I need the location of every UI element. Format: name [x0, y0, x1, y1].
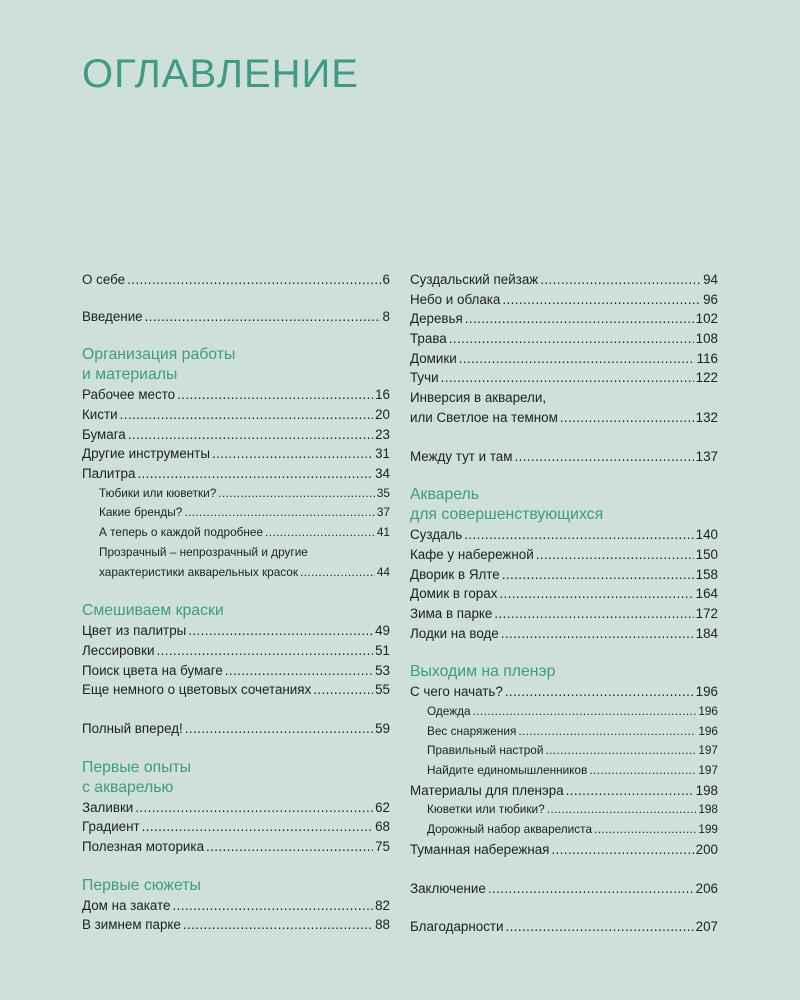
toc-leader: [473, 702, 697, 722]
toc-entry-page: 116: [696, 350, 718, 366]
toc-entry-title: Материалы для пленэра: [410, 782, 564, 798]
toc-entry-page: 108: [695, 331, 718, 347]
toc-subentry[interactable]: [410, 722, 718, 742]
toc-entry-page: 53: [375, 662, 390, 678]
toc-entry-page: 198: [698, 802, 718, 817]
section-heading: Первые опыты: [82, 758, 192, 776]
toc-entry[interactable]: [410, 624, 718, 644]
toc-entry[interactable]: [410, 584, 718, 604]
toc-entry[interactable]: [82, 798, 390, 818]
toc-leader: [206, 837, 373, 857]
toc-entry-page: 196: [698, 723, 718, 738]
toc-entry-page: 68: [375, 819, 390, 835]
toc-entry[interactable]: [82, 641, 390, 661]
toc-entry-title: Тюбики или кюветки?: [99, 485, 217, 500]
toc-entry-page: 49: [375, 623, 390, 639]
toc-entry-title: Небо и облака: [410, 291, 501, 307]
toc-entry[interactable]: [410, 290, 718, 310]
toc-entry-title: Деревья: [410, 311, 463, 327]
toc-entry[interactable]: [410, 840, 718, 860]
toc-leader: [441, 368, 694, 388]
section-heading: Смешиваем краски: [82, 602, 224, 620]
toc-entry-page: 23: [375, 426, 390, 442]
toc-entry-title: Еще немного о цветовых сочетаниях: [82, 682, 312, 698]
toc-entry-page: 184: [695, 625, 718, 641]
toc-entry[interactable]: [82, 896, 390, 916]
toc-leader: [518, 722, 696, 742]
toc-entry-title: Полезная моторика: [82, 839, 205, 855]
toc-leader: [183, 915, 373, 935]
toc-entry-page: 102: [695, 311, 718, 327]
toc-entry-title: Трава: [410, 331, 447, 347]
section-heading: Выходим на пленэр: [410, 663, 556, 681]
toc-entry[interactable]: [410, 349, 718, 369]
toc-leader: [185, 719, 373, 739]
toc-entry[interactable]: [82, 425, 390, 445]
toc-entry-page: 34: [375, 466, 390, 482]
toc-leader: [547, 800, 697, 820]
section-heading: и материалы: [82, 366, 178, 384]
toc-leader: [142, 817, 373, 837]
toc-entry-title: Заключение: [410, 880, 486, 896]
toc-entry[interactable]: [410, 879, 718, 899]
toc-leader: [135, 798, 373, 818]
toc-leader: [506, 917, 694, 937]
toc-entry[interactable]: [410, 447, 718, 467]
toc-entry-title: Градиент: [82, 819, 140, 835]
toc-entry[interactable]: [410, 270, 718, 290]
toc-entry-title: Между тут и там: [410, 448, 513, 464]
toc-entry[interactable]: [410, 604, 718, 624]
toc-entry-title: Найдите единомышленников: [427, 763, 588, 778]
toc-entry-page: 44: [376, 564, 390, 579]
toc-entry[interactable]: [410, 408, 718, 428]
toc-entry-title: В зимнем парке: [82, 917, 181, 933]
toc-subentry[interactable]: [410, 741, 718, 761]
toc-entry-page: 132: [695, 409, 718, 425]
toc-entry-page: 75: [375, 839, 390, 855]
toc-entry-title: Домики: [410, 350, 457, 366]
toc-leader: [137, 464, 373, 484]
toc-entry-page: 197: [698, 763, 718, 778]
toc-entry-title: Благодарности: [410, 919, 504, 935]
toc-leader: [566, 781, 694, 801]
toc-entry-title: А теперь о каждой подробнее: [99, 525, 264, 540]
section-heading: Организация работы: [82, 346, 236, 364]
toc-leader: [300, 563, 375, 583]
toc-entry-title: Введение: [82, 308, 143, 324]
toc-entry-title: Суздальский пейзаж: [410, 271, 539, 287]
toc-entry-page: 51: [375, 642, 390, 658]
toc-entry-title: С чего начать?: [410, 684, 503, 700]
toc-subentry[interactable]: [82, 563, 390, 583]
toc-leader: [145, 307, 381, 327]
toc-leader: [212, 444, 373, 464]
toc-entry[interactable]: [410, 781, 718, 801]
toc-entry-title: Рабочее место: [82, 387, 176, 403]
page-title: ОГЛАВЛЕНИЕ: [82, 52, 359, 96]
toc-leader: [464, 525, 693, 545]
toc-leader: [156, 641, 373, 661]
toc-subentry-line[interactable]: Прозрачный – непрозрачный и другие: [99, 544, 308, 559]
toc-subentry[interactable]: [410, 761, 718, 781]
toc-entry[interactable]: [410, 565, 718, 585]
toc-entry[interactable]: [410, 682, 718, 702]
toc-entry[interactable]: [82, 837, 390, 857]
toc-entry-page: 96: [703, 291, 718, 307]
toc-entry-page: 172: [695, 605, 718, 621]
toc-entry-title: Туманная набережная: [410, 841, 550, 857]
toc-leader: [465, 309, 694, 329]
toc-entry-page: 158: [695, 566, 718, 582]
section-heading: Первые сюжеты: [82, 876, 201, 894]
toc-entry-title: Дом на закате: [82, 897, 171, 913]
toc-entry[interactable]: [410, 917, 718, 937]
toc-entry-page: 41: [376, 525, 390, 540]
toc-right-column: [410, 270, 718, 937]
toc-entry-line[interactable]: Инверсия в акварели,: [410, 390, 547, 406]
toc-leader: [494, 604, 693, 624]
toc-leader: [502, 565, 694, 585]
toc-leader: [127, 270, 380, 290]
toc-entry-page: 197: [698, 743, 718, 758]
toc-leader: [501, 624, 694, 644]
toc-entry-title: Цвет из палитры: [82, 623, 187, 639]
toc-entry-page: 31: [375, 446, 390, 462]
section-heading: для совершенствующихся: [410, 506, 604, 524]
toc-entry-page: 37: [376, 505, 390, 520]
toc-entry-title: Правильный настрой: [427, 743, 544, 758]
toc-leader: [551, 840, 693, 860]
toc-leader: [560, 408, 694, 428]
toc-entry-title: Зима в парке: [410, 605, 493, 621]
toc-entry-title: или Светлое на темном: [410, 409, 558, 425]
toc-entry[interactable]: [82, 270, 390, 290]
toc-subentry[interactable]: [82, 523, 390, 543]
toc-left-column: [82, 270, 390, 935]
toc-leader: [120, 405, 374, 425]
toc-leader: [449, 329, 694, 349]
toc-entry-title: Кюветки или тюбики?: [427, 802, 545, 817]
toc-entry-page: 164: [695, 586, 718, 602]
toc-entry[interactable]: [82, 464, 390, 484]
toc-entry-title: Дворик в Ялте: [410, 566, 500, 582]
toc-entry-title: О себе: [82, 271, 126, 287]
toc-entry-page: 82: [375, 897, 390, 913]
toc-entry-title: Поиск цвета на бумаге: [82, 662, 223, 678]
toc-entry-title: Лессировки: [82, 642, 155, 658]
toc-leader: [225, 661, 373, 681]
toc-entry-page: 196: [695, 684, 718, 700]
toc-entry-page: 137: [695, 448, 718, 464]
section-heading: Акварель: [410, 486, 479, 504]
toc-entry[interactable]: [82, 680, 390, 700]
toc-entry-page: 35: [376, 485, 390, 500]
toc-leader: [188, 621, 373, 641]
toc-entry[interactable]: [410, 309, 718, 329]
toc-leader: [594, 820, 696, 840]
toc-entry-title: Домик в горах: [410, 586, 498, 602]
toc-entry[interactable]: [82, 661, 390, 681]
toc-leader: [177, 385, 373, 405]
toc-entry-page: 6: [382, 271, 390, 287]
toc-leader: [505, 682, 694, 702]
toc-entry-page: 196: [698, 704, 718, 718]
toc-leader: [313, 680, 373, 700]
toc-entry-page: 150: [695, 546, 718, 562]
toc-entry[interactable]: [82, 307, 390, 327]
toc-entry[interactable]: [82, 621, 390, 641]
toc-leader: [265, 523, 375, 543]
toc-entry[interactable]: [410, 329, 718, 349]
toc-leader: [589, 761, 696, 781]
toc-entry-title: Заливки: [82, 799, 134, 815]
toc-entry-page: 207: [695, 919, 718, 935]
toc-leader: [172, 896, 373, 916]
toc-entry[interactable]: [410, 545, 718, 565]
toc-entry-title: Кафе у набережной: [410, 546, 534, 562]
toc-entry-page: 20: [375, 407, 390, 423]
toc-leader: [488, 879, 694, 899]
toc-entry-page: 206: [695, 880, 718, 896]
toc-entry-title: Какие бренды?: [99, 505, 183, 520]
toc-entry-page: 198: [695, 782, 718, 798]
toc-entry-page: 122: [695, 370, 718, 386]
toc-entry[interactable]: [410, 368, 718, 388]
section-heading: с акварелью: [82, 778, 174, 796]
toc-entry-page: 94: [703, 271, 718, 287]
toc-entry-page: 16: [375, 387, 390, 403]
toc-entry[interactable]: [82, 817, 390, 837]
toc-subentry[interactable]: [410, 702, 718, 722]
toc-entry[interactable]: [410, 525, 718, 545]
toc-entry-title: Вес снаряжения: [427, 723, 517, 738]
toc-entry-title: характеристики акварельных красок: [99, 564, 299, 579]
toc-subentry[interactable]: [410, 800, 718, 820]
toc-entry-title: Бумага: [82, 426, 126, 442]
toc-entry-page: 59: [375, 721, 390, 736]
toc-leader: [502, 290, 701, 310]
toc-entry-title: Одежда: [427, 704, 471, 718]
toc-entry-title: Другие инструменты: [82, 446, 210, 462]
toc-entry-page: 62: [375, 799, 390, 815]
toc-subentry[interactable]: [82, 484, 390, 504]
toc-entry-page: 199: [698, 822, 718, 837]
toc-entry-title: Лодки на воде: [410, 625, 499, 641]
toc-entry-page: 55: [375, 682, 390, 698]
toc-leader: [499, 584, 693, 604]
toc-entry[interactable]: [82, 444, 390, 464]
toc-entry[interactable]: [82, 385, 390, 405]
toc-entry-title: Тучи: [410, 370, 439, 386]
toc-entry-page: 88: [375, 917, 390, 933]
toc-entry[interactable]: [82, 405, 390, 425]
toc-leader: [536, 545, 694, 565]
toc-leader: [459, 349, 695, 369]
toc-entry-page: 8: [382, 308, 390, 324]
toc-entry[interactable]: [82, 915, 390, 935]
toc-entry-title: Дорожный набор акварелиста: [427, 822, 593, 837]
toc-entry-page: 140: [695, 527, 718, 543]
toc-entry[interactable]: [82, 719, 390, 739]
toc-leader: [540, 270, 701, 290]
toc-subentry[interactable]: [410, 820, 718, 840]
toc-leader: [184, 503, 375, 523]
toc-subentry[interactable]: [82, 504, 390, 524]
toc-leader: [218, 484, 375, 504]
toc-entry-title: Палитра: [82, 466, 136, 482]
toc-leader: [128, 425, 373, 445]
toc-entry-page: 200: [695, 841, 718, 857]
toc-entry-title: Суздаль: [410, 527, 463, 543]
toc-entry-title: Кисти: [82, 407, 118, 423]
toc-leader: [514, 447, 693, 467]
toc-entry-title: Полный вперед!: [82, 721, 183, 736]
toc-leader: [545, 741, 696, 761]
